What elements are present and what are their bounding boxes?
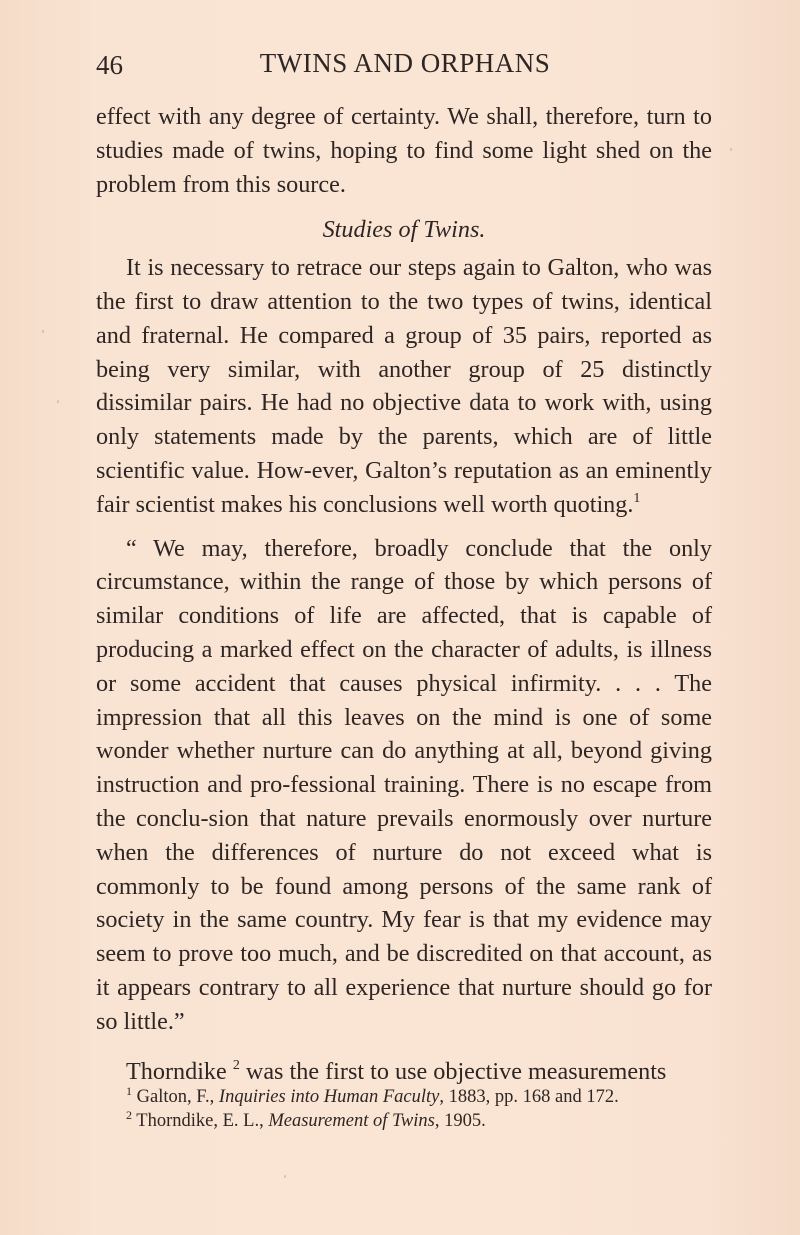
paragraph-thorndike [96,1055,712,1089]
paper-speck [42,330,44,333]
paragraph-galton [96,251,712,521]
galton-quote: “ We may, therefore, broadly conclude that the only circumstance, within the range of those by which persons of similar conditions of life are affected, that is capable of producing a marked effect on the character of adults, is illness or some accident that causes physical infirmity. . . . The impression that all this leaves on the mind is one of some wonder whether nurture can do anything at all, beyond giving instruction and pro-fessional training. There is no escape from the conclu-sion that nature prevails enormously over nurture when the differences of nurture do not exceed what is commonly to be found among persons of the same rank of society in the same country. My fear is that my evidence may seem to prove too much, and be discredited on that account, as it appears contrary to all experience that nurture should go for so little.” [96,534,712,1035]
footnote-details: , 1883, pp. 168 and 172. [439,1087,619,1107]
page-header [96,48,714,88]
footnote-author: Galton, F., [136,1087,219,1107]
paper-speck [730,148,732,151]
footnote-title: Inquiries into Human Faculty [218,1087,440,1107]
paper-speck [57,400,59,403]
footnote-details: , 1905. [434,1111,486,1131]
footnote-title: Measurement of Twins [268,1111,435,1131]
footnote-author: Thorndike, E. L., [136,1111,269,1131]
footnote-1 [126,1085,726,1109]
page-number: 46 [96,50,123,80]
paragraph-thorndike-rest: was the first to use objective measurements [245,1057,667,1085]
section-heading: Studies of Twins. [322,216,486,244]
paragraph-intro: effect with any degree of certainty. We shall, therefore, turn to studies made of twins, hoping to find some light shed on the problem from this source. [96,103,712,198]
running-title: TWINS AND ORPHANS [259,48,551,78]
footnote-marker: 1 [126,1084,132,1098]
footnote-marker: 2 [126,1108,132,1122]
footnotes [126,1085,726,1133]
paragraph-galton-text: It is necessary to retrace our steps again to Galton, who was the first to draw attention to the two types of twins, identical and fraternal. He compared a group of 35 pairs, reported as being very similar, with another group of 25 distinctly dissimilar pairs. He had no objective data to work with, using only statements made by the parents, which are of little scientific value. How-ever, Galton’s reputation as an eminently fair scientist makes his conclusions well worth quoting. [96,254,712,518]
paragraph-thorndike-start: Thorndike [126,1057,227,1085]
body-text [96,100,712,1088]
footnote-ref-1[interactable]: 1 [633,490,641,506]
footnote-2 [126,1109,726,1133]
footnote-ref-2[interactable]: 2 [232,1057,240,1073]
paper-speck [284,1175,286,1178]
